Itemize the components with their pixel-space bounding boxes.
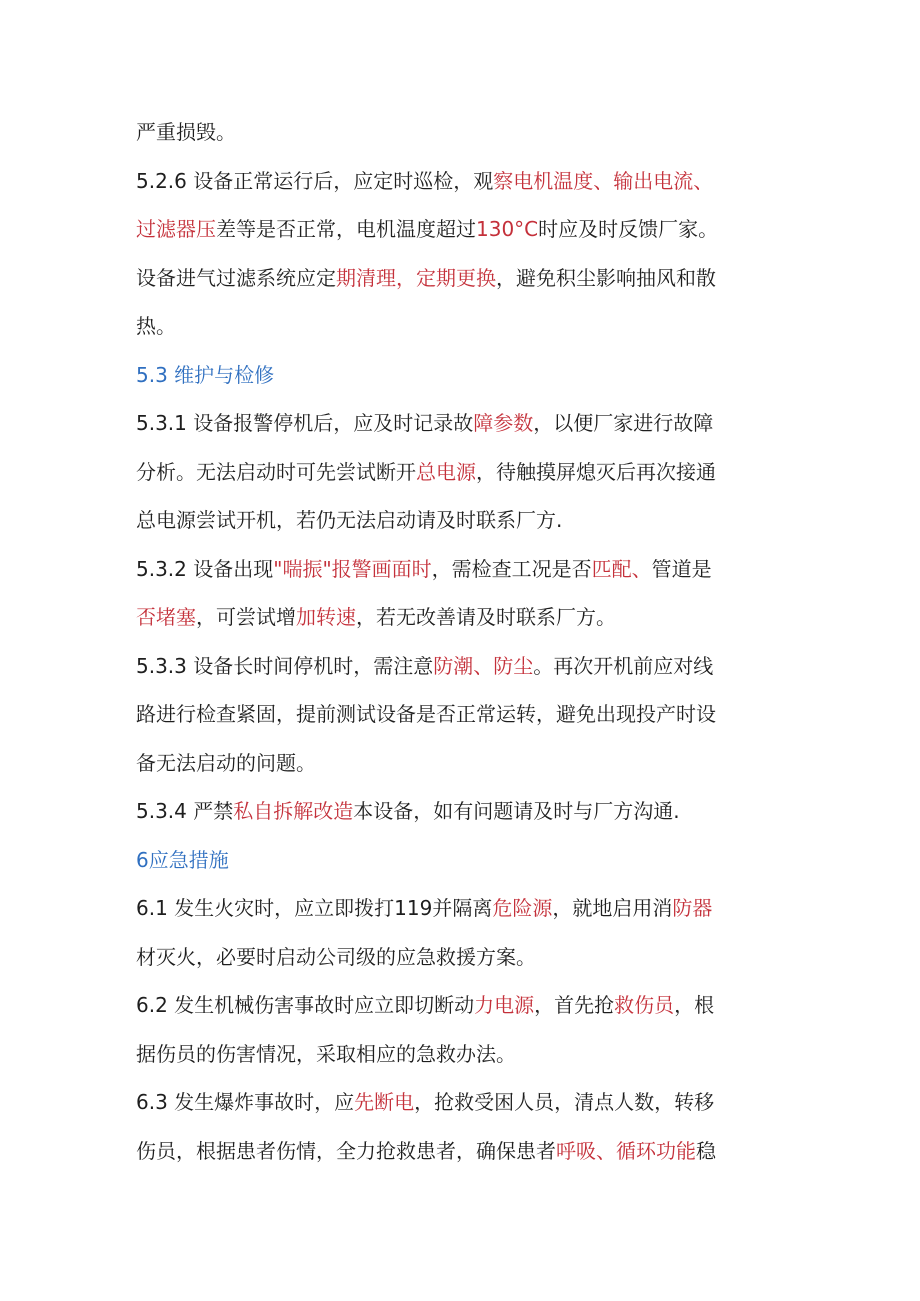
highlighted-text: 力电源 — [474, 993, 535, 1017]
body-text: 时应及时反馈厂家。 — [538, 217, 719, 241]
highlighted-text: 察电机温度、输出电流、 — [493, 168, 714, 193]
text-line — [136, 205, 776, 254]
highlighted-text: 障参数 — [473, 411, 534, 435]
body-text: ，若无改善请及时联系厂方。 — [356, 605, 616, 629]
body-text: 。再次开机前应对线 — [533, 653, 714, 678]
body-text: ，抢救受困人员，清点人数，转移 — [414, 1090, 715, 1114]
body-text: 备无法启动的问题。 — [136, 750, 316, 775]
highlighted-text: 否堵塞 — [136, 605, 196, 629]
text-line — [136, 1127, 776, 1176]
highlighted-text: 呼吸、循环功能 — [556, 1138, 696, 1163]
body-text: 热。 — [136, 314, 176, 338]
text-line — [136, 981, 776, 1030]
document-page — [136, 108, 776, 1175]
body-text: 6.1 发生火灾时，应立即拨打119并隔离 — [136, 896, 493, 920]
body-text: 稳 — [696, 1138, 716, 1163]
section-heading: 5.3 维护与检修 — [136, 362, 275, 387]
body-text: 管道是 — [651, 556, 712, 581]
body-text: 6.3 发生爆炸事故时，应 — [136, 1090, 355, 1114]
body-text: ，可尝试增 — [196, 605, 296, 629]
highlighted-text: 私自拆解改造 — [233, 799, 354, 823]
text-line — [136, 1078, 776, 1127]
body-text: 材灭火，必要时启动公司级的应急救援方案。 — [136, 944, 536, 969]
body-text: ，以便厂家进行故障 — [533, 411, 714, 435]
highlighted-text: 加转速 — [296, 605, 356, 629]
text-line — [136, 690, 776, 739]
text-line — [136, 739, 776, 788]
body-text: ，首先抢 — [534, 993, 615, 1017]
highlighted-text: 130°C — [476, 217, 539, 241]
body-text: 5.2.6 设备正常运行后，应定时巡检，观 — [136, 168, 494, 193]
text-line — [136, 157, 776, 206]
highlighted-text: 防潮、防尘 — [433, 653, 534, 678]
body-text: 路进行检查紧固，提前测试设备是否正常运转，避免出现投产时设 — [136, 702, 716, 726]
body-text: ，待触摸屏熄灭后再次接通 — [476, 459, 716, 484]
highlighted-text: 总电源 — [416, 459, 476, 484]
text-line — [136, 642, 776, 691]
body-text: 5.3.1 设备报警停机后，应及时记录故 — [136, 411, 474, 435]
body-text: 本设备，如有问题请及时与厂方沟通. — [353, 799, 680, 823]
text-line — [136, 836, 776, 885]
text-line — [136, 496, 776, 545]
highlighted-text: 防器 — [672, 896, 713, 920]
text-line — [136, 593, 776, 642]
highlighted-text: "喘振"报警画面时 — [273, 556, 432, 581]
body-text: 差等是否正常，电机温度超过 — [216, 217, 476, 241]
highlighted-text: 匹配、 — [591, 556, 652, 581]
body-text: 5.3.3 设备长时间停机时，需注意 — [136, 653, 434, 678]
body-text: 6.2 发生机械伤害事故时应立即切断动 — [136, 993, 475, 1017]
body-text: 5.3.2 设备出现 — [136, 556, 274, 581]
body-text: ，避免积尘影响抽风和散 — [496, 265, 716, 290]
text-line — [136, 351, 776, 400]
body-text: 据伤员的伤害情况，采取相应的急救办法。 — [136, 1041, 516, 1066]
body-text: 分析。无法启动时可先尝试断开 — [136, 459, 416, 484]
highlighted-text: 救伤员 — [614, 993, 675, 1017]
body-text: 设备进气过滤系统应定 — [136, 265, 336, 290]
text-line — [136, 399, 776, 448]
text-line — [136, 254, 776, 303]
text-line — [136, 448, 776, 497]
text-line — [136, 108, 776, 157]
highlighted-text: 期清理，定期更换 — [336, 265, 496, 290]
highlighted-text: 危险源 — [492, 896, 553, 920]
text-line — [136, 1030, 776, 1079]
highlighted-text: 先断电 — [354, 1090, 415, 1114]
text-line — [136, 302, 776, 351]
body-text: 伤员，根据患者伤情，全力抢救患者，确保患者 — [136, 1138, 556, 1163]
body-text: ，根 — [674, 993, 715, 1017]
text-line — [136, 787, 776, 836]
section-heading: 6应急措施 — [136, 847, 229, 872]
text-line — [136, 933, 776, 982]
text-line — [136, 545, 776, 594]
body-text: ，需检查工况是否 — [431, 556, 592, 581]
body-text: 5.3.4 严禁 — [136, 799, 234, 823]
text-line — [136, 884, 776, 933]
body-text: 严重损毁。 — [136, 120, 236, 144]
body-text: ，就地启用消 — [552, 896, 673, 920]
highlighted-text: 过滤器压 — [136, 217, 216, 241]
body-text: 总电源尝试开机，若仍无法启动请及时联系厂方. — [136, 508, 563, 532]
